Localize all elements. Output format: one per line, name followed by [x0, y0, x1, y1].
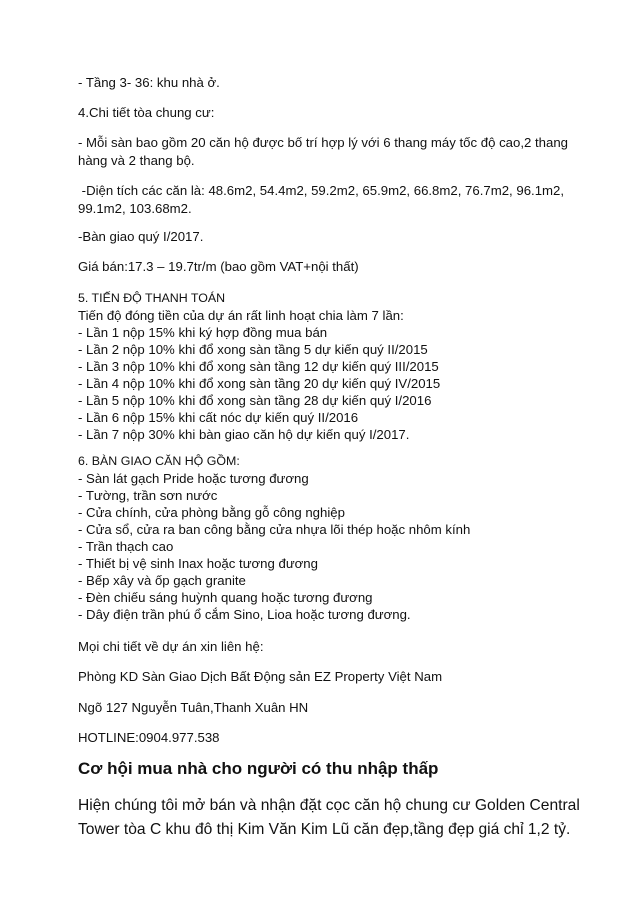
floors-text: - Tầng 3- 36: khu nhà ở.	[78, 75, 220, 90]
price-text: Giá bán:17.3 – 19.7tr/m (bao gồm VAT+nội thất)	[78, 259, 359, 274]
handover-item: - Tường, trần sơn nước	[78, 488, 218, 503]
payment-intro: Tiến độ đóng tiền của dự án rất linh hoạt chia làm 7 lần:	[78, 308, 404, 323]
payment-item: - Lần 7 nộp 30% khi bàn giao căn hộ dự kiến quý I/2017.	[78, 427, 410, 442]
payment-item: - Lần 5 nộp 10% khi đổ xong sàn tầng 28 dự kiến quý I/2016	[78, 393, 432, 408]
section-heading: Cơ hội mua nhà cho người có thu nhập thấp	[78, 759, 439, 778]
contact-hotline: HOTLINE:0904.977.538	[78, 730, 220, 745]
apartment-areas-text: -Diện tích các căn là: 48.6m2, 54.4m2, 59.2m2, 65.9m2, 66.8m2, 76.7m2, 96.1m2, 99.1m2, 103.68m2.	[78, 183, 568, 216]
payment-item: - Lần 2 nộp 10% khi đổ xong sàn tầng 5 dự kiến quý II/2015	[78, 342, 428, 357]
handover-item: - Thiết bị vệ sinh Inax hoặc tương đương	[78, 556, 318, 571]
payment-item: - Lần 6 nộp 15% khi cất nóc dự kiến quý II/2016	[78, 410, 359, 425]
payment-item: - Lần 3 nộp 10% khi đổ xong sàn tầng 12 dự kiến quý III/2015	[78, 359, 439, 374]
handover-section-title: 6. BÀN GIAO CĂN HỘ GỒM:	[78, 454, 240, 468]
handover-item: - Đèn chiếu sáng huỳnh quang hoặc tương đương	[78, 590, 373, 605]
contact-intro: Mọi chi tiết về dự án xin liên hệ:	[78, 639, 264, 654]
handover-item: - Bếp xây và ốp gạch granite	[78, 573, 246, 588]
handover-item: - Cửa chính, cửa phòng bằng gỗ công nghiệp	[78, 505, 345, 520]
closing-paragraph: Hiện chúng tôi mở bán và nhận đặt cọc căn hộ chung cư Golden Central Tower tòa C khu đô thị Kim Văn Kim Lũ căn đẹp,tầng đẹp giá chỉ 1,2 tỷ.	[78, 797, 580, 838]
handover-item: - Dây điện trần phú ổ cắm Sino, Lioa hoặc tương đương.	[78, 607, 411, 622]
payment-section-title: 5. TIẾN ĐỘ THANH TOÁN	[78, 291, 226, 305]
contact-company: Phòng KD Sàn Giao Dịch Bất Động sản EZ Property Việt Nam	[78, 669, 443, 684]
payment-item: - Lần 4 nộp 10% khi đổ xong sàn tầng 20 dự kiến quý IV/2015	[78, 376, 441, 391]
handover-item: - Trần thạch cao	[78, 539, 174, 554]
handover-item: - Sàn lát gạch Pride hoặc tương đương	[78, 471, 309, 486]
contact-address: Ngõ 127 Nguyễn Tuân,Thanh Xuân HN	[78, 700, 309, 715]
handover-item: - Cửa sổ, cửa ra ban công bằng cửa nhựa lõi thép hoặc nhôm kính	[78, 522, 471, 537]
floor-layout-text: - Mỗi sàn bao gồm 20 căn hộ được bố trí hợp lý với 6 thang máy tốc độ cao,2 thang hàng và 2 thang bộ.	[78, 135, 569, 168]
payment-item: - Lần 1 nộp 15% khi ký hợp đồng mua bán	[78, 325, 328, 340]
handover-date-text: -Bàn giao quý I/2017.	[78, 229, 204, 244]
building-details-title: 4.Chi tiết tòa chung cư:	[78, 105, 215, 120]
